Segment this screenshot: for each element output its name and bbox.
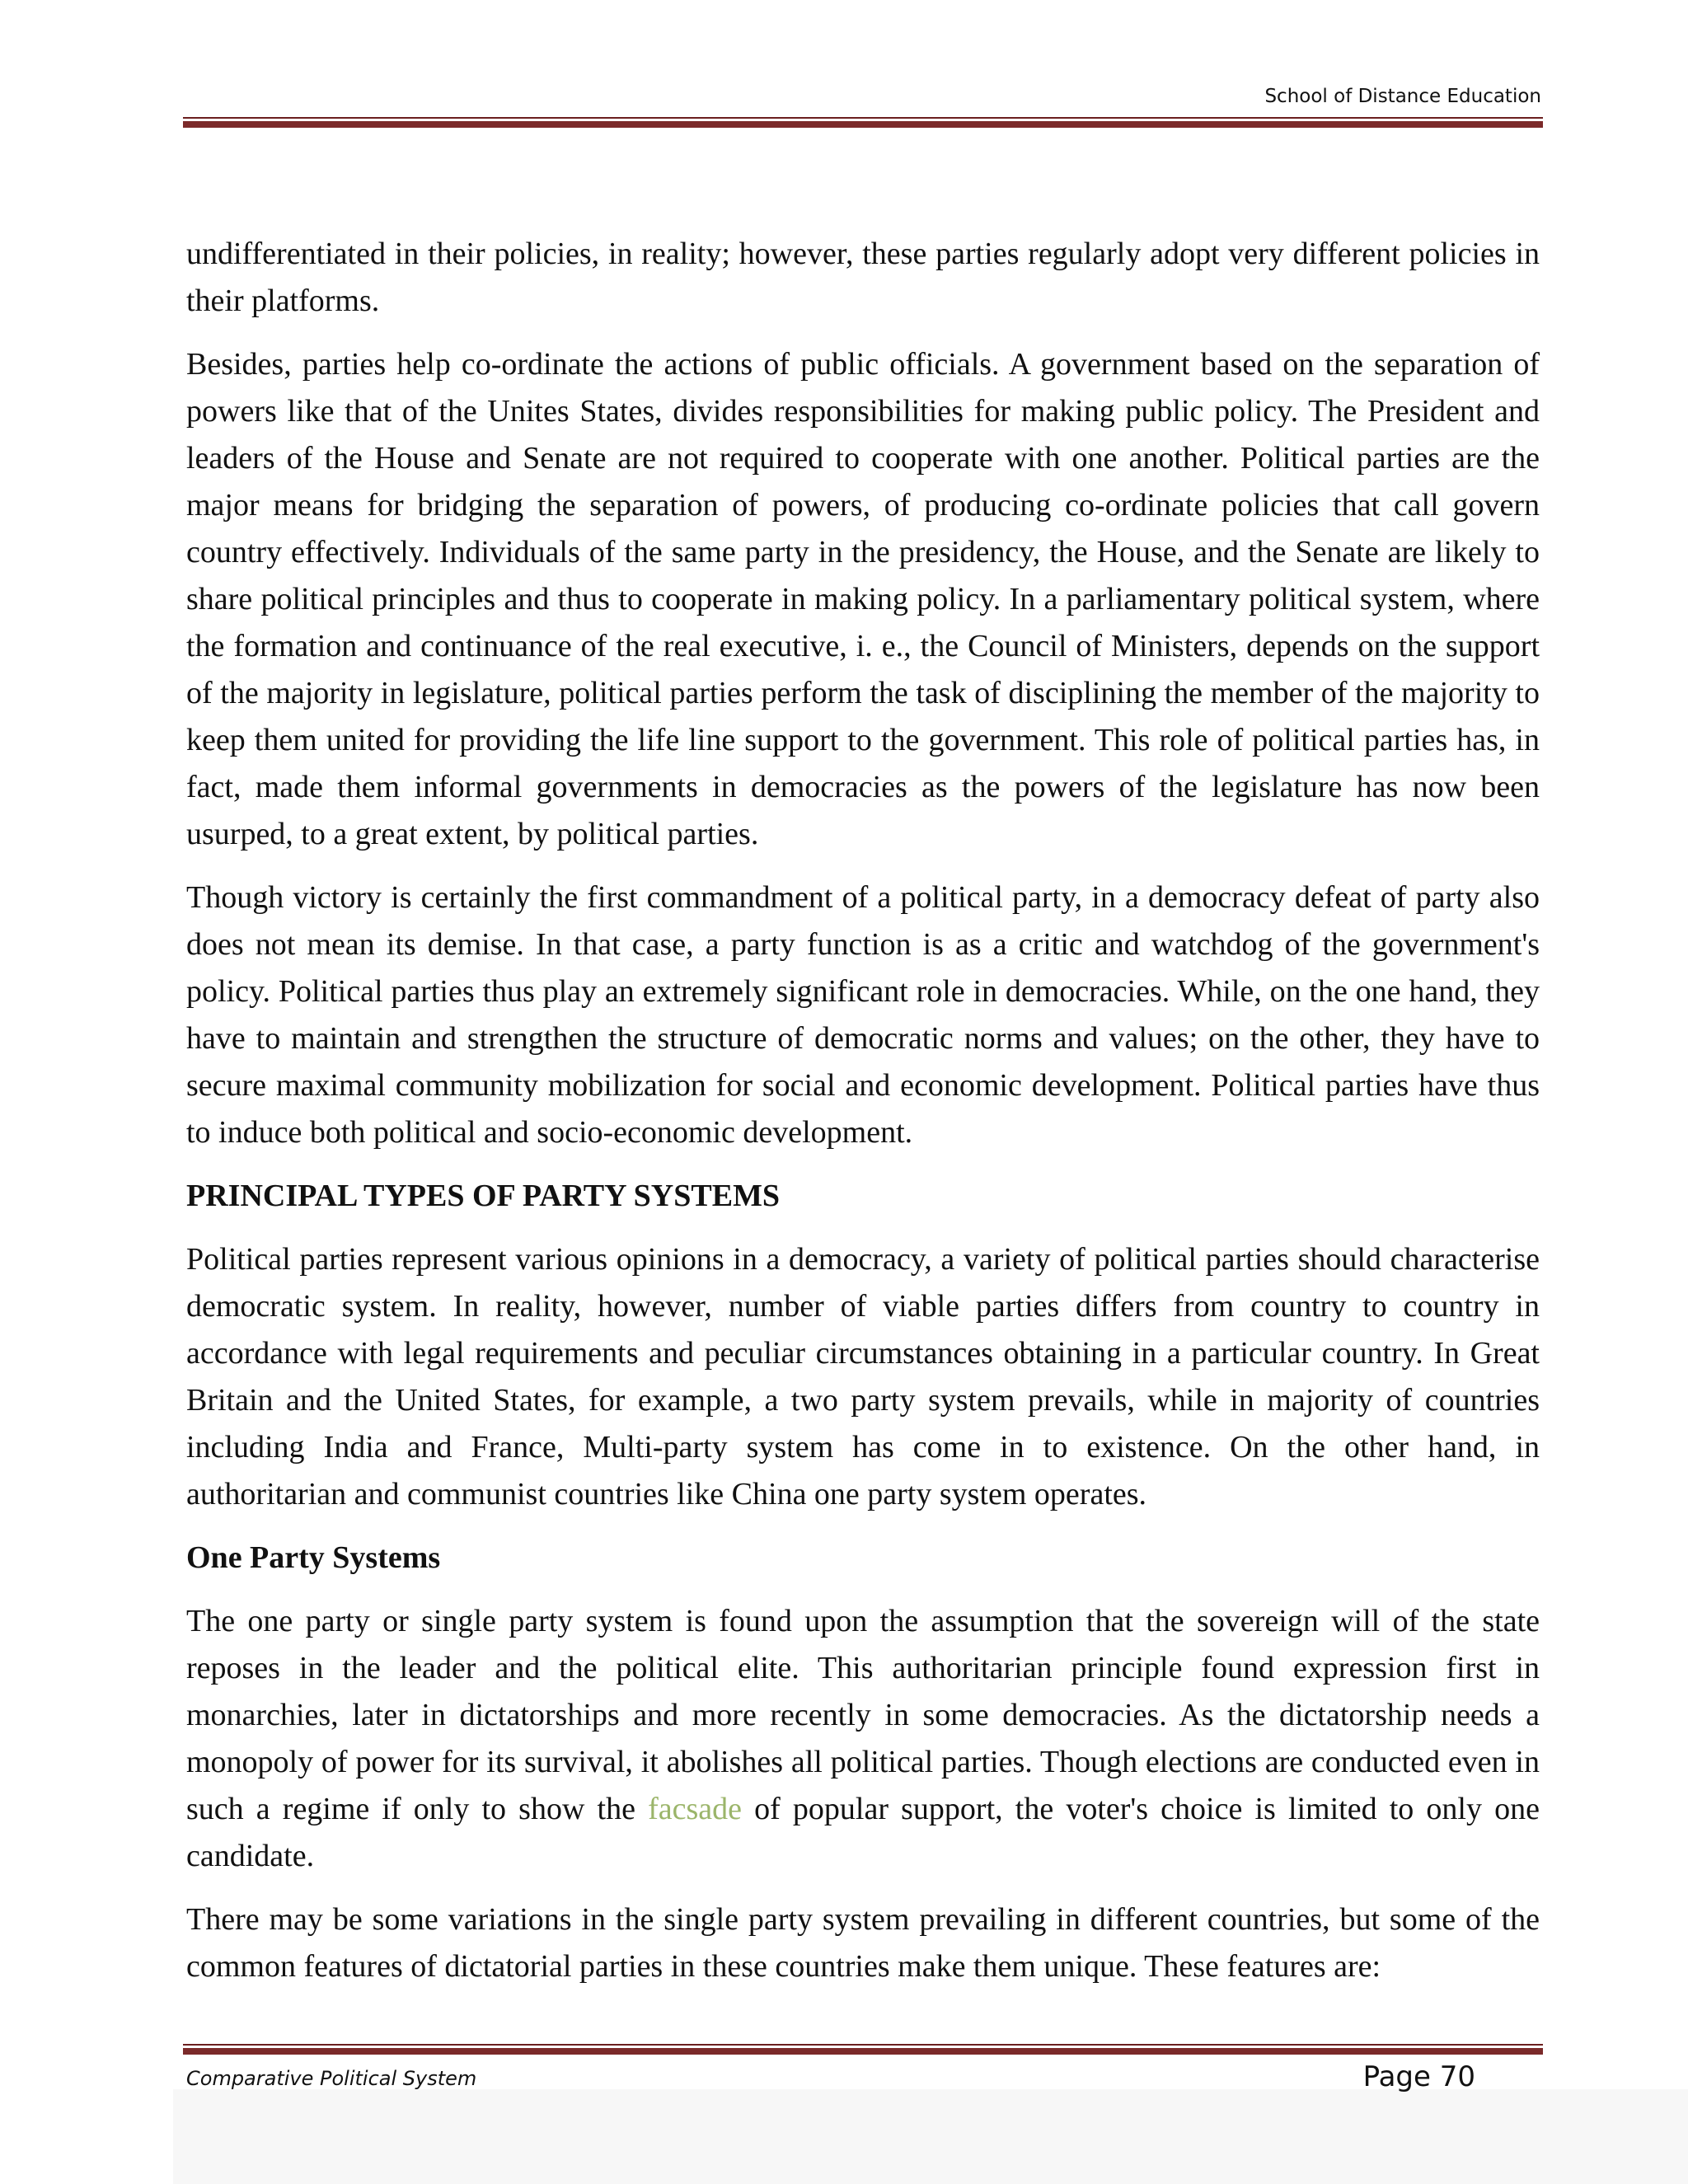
highlighted-word: facsade	[648, 1792, 742, 1826]
paragraph-4: Political parties represent various opinions in a democracy, a variety of political parties should characterise democratic system. In reality, however, number of viable parties differs from country to country in accordance with legal requirements and peculiar circumstances obtaining in a particular country. In Great Britain and the United States, for example, a two party system prevails, while in majority of countries including India and France, Multi-party system has come in to existence. On the other hand, in authoritarian and communist countries like China one party system operates.	[186, 1242, 1540, 1511]
paragraph-3: Though victory is certainly the first commandment of a political party, in a democracy defeat of party also does not mean its demise. In that case, a party function is as a critic and watchdog of the government's policy. Political parties thus play an extremely significant role in democracies. While, on the one hand, they have to maintain and strengthen the structure of democratic norms and values; on the other, they have to secure maximal community mobilization for social and economic development. Political parties have thus to induce both political and socio-economic development.	[186, 880, 1540, 1150]
paragraph-2: Besides, parties help co-ordinate the actions of public officials. A government based on the separation of powers like that of the Unites States, divides responsibilities for making public policy. The President and leaders of the House and Senate are not required to cooperate with one another. Political parties are the major means for bridging the separation of powers, of producing co-ordinate policies that call govern country effectively. Individuals of the same party in the presidency, the House, and the Senate are likely to share political principles and thus to cooperate in making policy. In a parliamentary political system, where the formation and continuance of the real executive, i. e., the Council of Ministers, depends on the support of the majority in legislature, political parties perform the task of disciplining the member of the majority to keep them united for providing the life line support to the government. This role of political parties has, in fact, made them informal governments in democracies as the powers of the legislature has now been usurped, to a great extent, by political parties.	[186, 347, 1540, 851]
page-number: Page 70	[1362, 2060, 1475, 2093]
paragraph-5-part-b: of popular support, the voter's choice is limited to only one candidate.	[186, 1792, 1540, 1873]
header-institution: School of Distance Education	[1264, 86, 1541, 107]
subheading-one-party-systems: One Party Systems	[186, 1540, 441, 1575]
footer-shade	[173, 2089, 1688, 2184]
header-rule	[183, 117, 1543, 128]
paragraph-6: There may be some variations in the single party system prevailing in different countries, but some of the common features of dictatorial parties in these countries make them unique. These features are:	[186, 1902, 1540, 1984]
paragraph-5	[186, 1598, 1540, 1880]
body-content	[186, 231, 1540, 2007]
section-heading-party-systems: PRINCIPAL TYPES OF PARTY SYSTEMS	[186, 1179, 781, 1213]
paragraph-5-part-a: The one party or single party system is found upon the assumption that the sovereign will of the state reposes in the leader and the political elite. This authoritarian principle found expression first in monarchies, later in dictatorships and more recently in some democracies. As the dictatorship needs a monopoly of power for its survival, it abolishes all political parties. Though elections are conducted even in such a regime if only to show the	[186, 1604, 1540, 1826]
header-rule-thick	[183, 121, 1543, 128]
footer-course-title: Comparative Political System	[186, 2067, 477, 2090]
footer-rule-thick	[183, 2048, 1543, 2055]
footer-rule	[183, 2044, 1543, 2055]
paragraph-1: undifferentiated in their policies, in reality; however, these parties regularly adopt very different policies in their platforms.	[186, 237, 1540, 318]
